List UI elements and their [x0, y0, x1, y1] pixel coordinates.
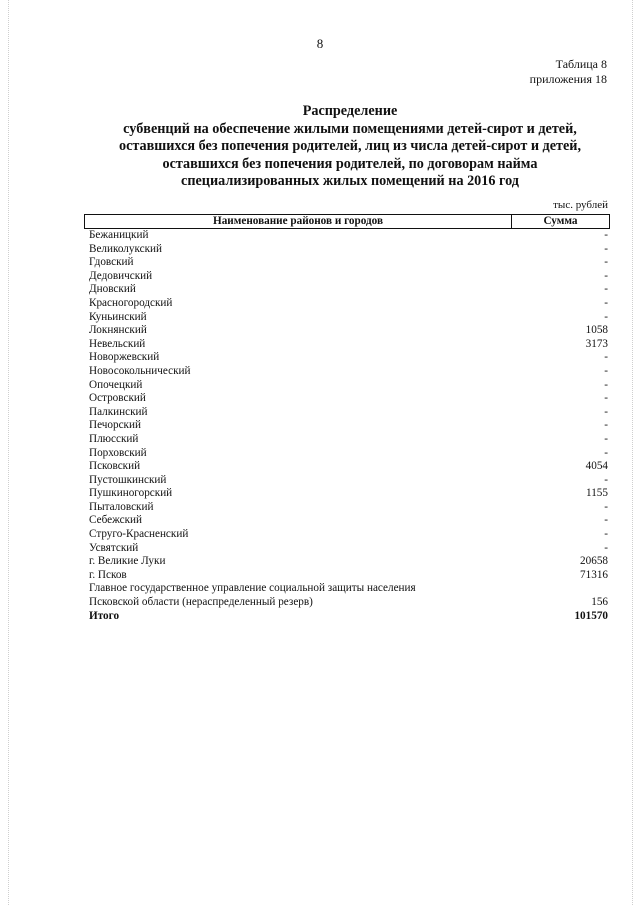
column-header-name: Наименование районов и городов: [85, 215, 512, 228]
scan-edge-left: [8, 0, 10, 905]
row-name: Невельский: [89, 337, 146, 350]
table-header: [84, 214, 610, 229]
table-row: [84, 542, 610, 556]
table-row: [84, 460, 610, 474]
document-title: [60, 103, 640, 191]
row-name: Дедовичский: [89, 269, 153, 282]
table-row: [84, 487, 610, 501]
row-value: 71316: [580, 568, 608, 581]
row-name: Пыталовский: [89, 500, 154, 513]
row-name: Печорский: [89, 419, 141, 432]
title-line1: Распределение: [302, 103, 398, 119]
row-name: Пушкиногорский: [89, 487, 173, 500]
reserve-name-line1: Главное государственное управление социальной защиты населения: [89, 582, 416, 595]
row-value: 3173: [585, 337, 608, 350]
table-row: [84, 514, 610, 528]
table-row: [84, 297, 610, 311]
page-number: 8: [316, 36, 324, 51]
row-name: Великолукский: [89, 242, 163, 255]
table-row: [84, 433, 610, 447]
table-row: [84, 283, 610, 297]
row-value: -: [604, 446, 608, 459]
row-value: -: [604, 528, 608, 541]
row-name: Гдовский: [89, 256, 134, 269]
reserve-name-line2: Псковской области (нераспределенный резерв): [89, 596, 313, 609]
table-row: [84, 501, 610, 515]
table-row: [84, 392, 610, 406]
row-name: Плюсский: [89, 432, 139, 445]
row-name: г. Великие Луки: [89, 555, 166, 568]
row-value: -: [604, 419, 608, 432]
row-name: Бежаницкий: [89, 229, 149, 241]
row-value: -: [604, 256, 608, 269]
row-name: Себежский: [89, 514, 142, 527]
row-value: -: [604, 473, 608, 486]
table-row: [84, 406, 610, 420]
total-label: Итого: [89, 609, 120, 622]
table-row: [84, 351, 610, 365]
title-line4: оставшихся без попечения родителей, по договорам найма: [162, 155, 538, 172]
row-value: -: [604, 242, 608, 255]
title-line2: субвенций на обеспечение жилыми помещениями детей-сирот и детей,: [123, 120, 577, 137]
title-line3: оставшихся без попечения родителей, лиц из числа детей-сирот и детей,: [118, 138, 582, 154]
total-value: 101570: [574, 609, 608, 622]
table-reference-line1: Таблица 8: [555, 57, 607, 71]
table-row-reserve-line1: [84, 582, 610, 596]
table-row: [84, 311, 610, 325]
row-value: -: [604, 283, 608, 296]
subsidy-table: [84, 214, 610, 623]
row-name: Усвятский: [89, 541, 139, 554]
row-name: Новоржевский: [89, 351, 160, 364]
table-row-reserve-line2: [84, 596, 610, 610]
row-value: -: [604, 514, 608, 527]
row-name: Порховский: [89, 446, 147, 459]
table-row: [84, 419, 610, 433]
row-name: г. Псков: [89, 568, 127, 581]
row-name: Новосокольнический: [89, 364, 191, 377]
table-row: [84, 229, 610, 243]
table-row: [84, 447, 610, 461]
reserve-value: 156: [591, 596, 608, 609]
row-value: -: [604, 500, 608, 513]
row-name: Дновский: [89, 283, 136, 296]
table-row: [84, 270, 610, 284]
row-value: -: [604, 229, 608, 241]
row-name: Локнянский: [89, 324, 147, 337]
row-name: Струго-Красненский: [89, 528, 189, 541]
table-reference: [530, 57, 607, 87]
row-name: Островский: [89, 392, 146, 405]
table-row: [84, 365, 610, 379]
row-value: -: [604, 296, 608, 309]
row-value: -: [604, 432, 608, 445]
row-value: 20658: [580, 555, 608, 568]
row-value: -: [604, 269, 608, 282]
row-value: -: [604, 351, 608, 364]
table-row: [84, 324, 610, 338]
row-value: -: [604, 392, 608, 405]
row-value: -: [604, 378, 608, 391]
table-row: [84, 338, 610, 352]
table-row: [84, 243, 610, 257]
row-value: -: [604, 405, 608, 418]
row-value: -: [604, 310, 608, 323]
table-row: [84, 569, 610, 583]
table-row: [84, 474, 610, 488]
table-row: [84, 379, 610, 393]
row-name: Псковский: [89, 460, 141, 473]
row-value: 4054: [585, 460, 608, 473]
row-value: 1058: [585, 324, 608, 337]
row-name: Палкинский: [89, 405, 148, 418]
table-row: [84, 555, 610, 569]
row-name: Красногородский: [89, 296, 173, 309]
row-value: 1155: [586, 487, 608, 500]
table-reference-line2: приложения 18: [529, 72, 607, 86]
row-name: Опочецкий: [89, 378, 143, 391]
row-name: Пустошкинский: [89, 473, 167, 486]
units-label: тыс. рублей: [553, 199, 608, 211]
title-line5: специализированных жилых помещений на 2016 год: [181, 173, 519, 189]
table-row-total: [84, 610, 610, 624]
row-value: -: [604, 541, 608, 554]
row-value: -: [604, 364, 608, 377]
row-name: Куньинский: [89, 310, 147, 323]
table-row: [84, 528, 610, 542]
table-body: [84, 229, 610, 582]
table-row: [84, 256, 610, 270]
column-header-sum: Сумма: [543, 215, 578, 227]
